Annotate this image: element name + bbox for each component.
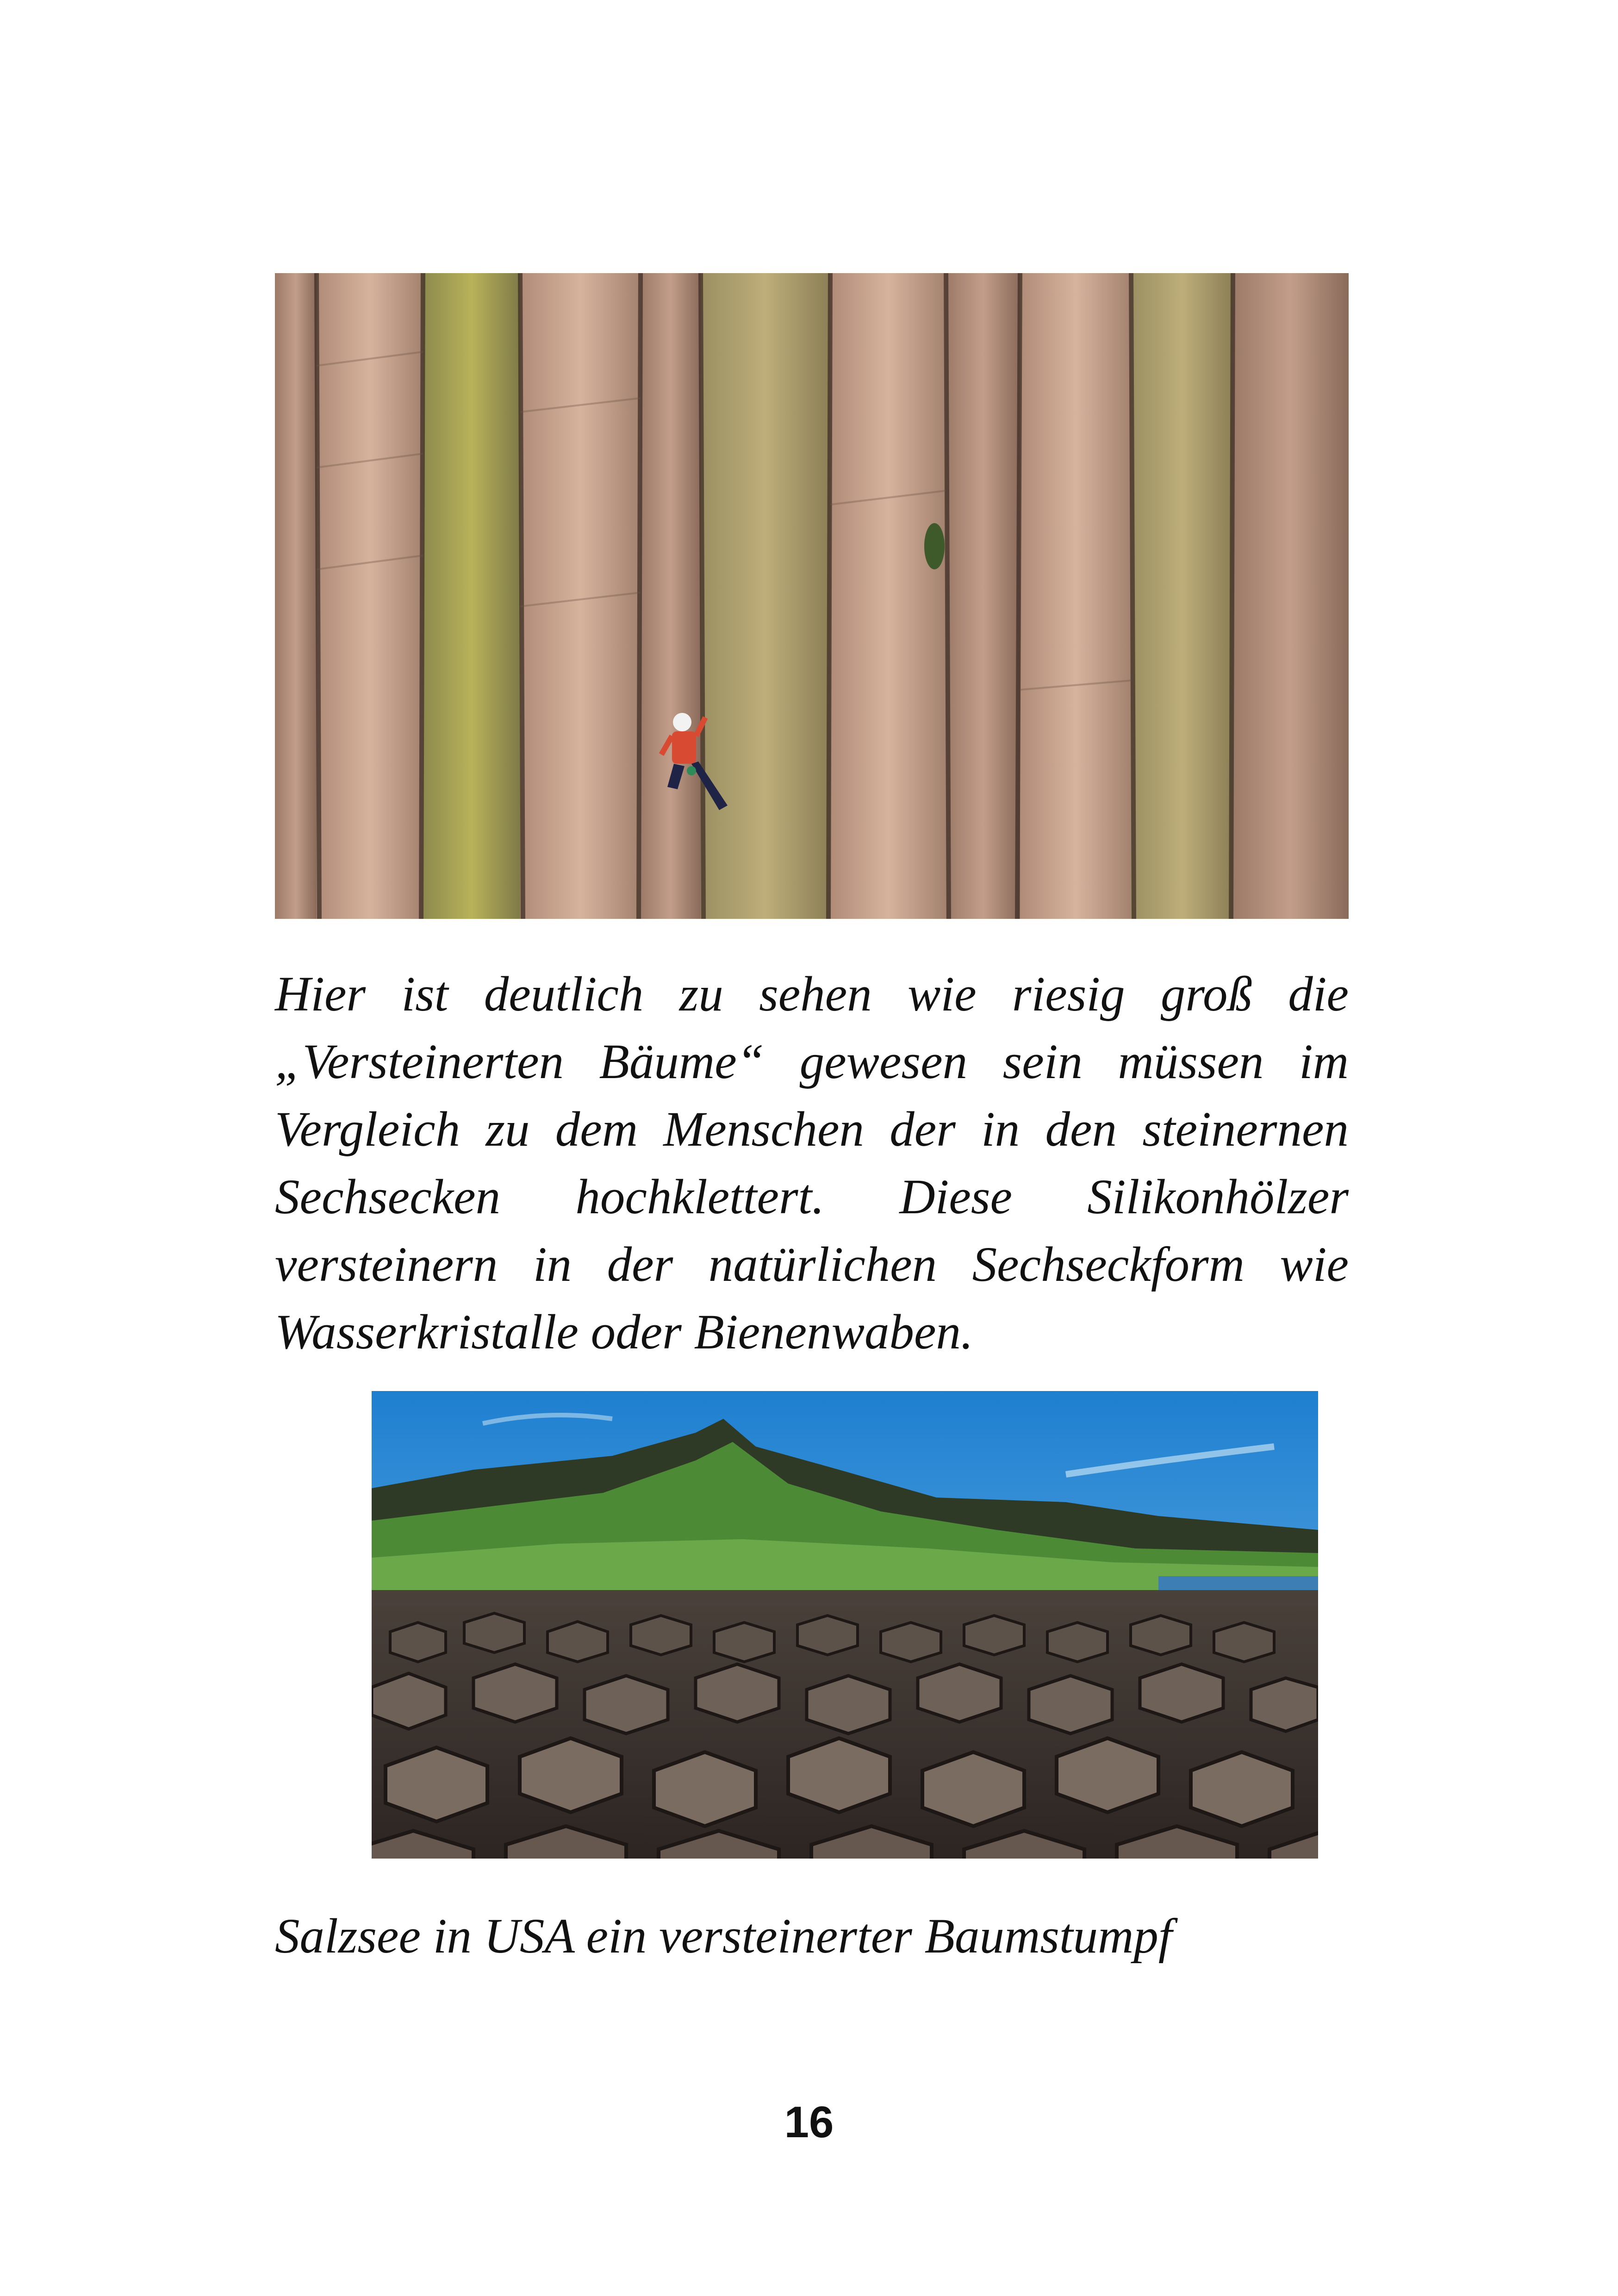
paragraph-line: Hier ist deutlich zu sehen wie riesig groß die <box>275 967 1349 1022</box>
photo-caption: Salzsee in USA ein versteinerter Baumstumpf <box>275 1909 1172 1964</box>
climber-basalt-columns-photo <box>275 273 1349 919</box>
body-paragraph <box>275 961 1349 1366</box>
paragraph-line: Sechsecken hochklettert. Diese Silikonhölzer <box>275 1170 1349 1224</box>
page-number: 16 <box>784 2097 834 2147</box>
paragraph-line: „Versteinerten Bäume“ gewesen sein müssen im <box>275 1035 1349 1089</box>
paragraph-line: Wasserkristalle oder Bienenwaben. <box>275 1305 973 1360</box>
paragraph-line: Vergleich zu dem Menschen der in den steinernen <box>275 1102 1349 1157</box>
paragraph-line: versteinern in der natürlichen Sechseckform wie <box>275 1237 1349 1292</box>
hexagonal-causeway-photo <box>372 1391 1318 1859</box>
